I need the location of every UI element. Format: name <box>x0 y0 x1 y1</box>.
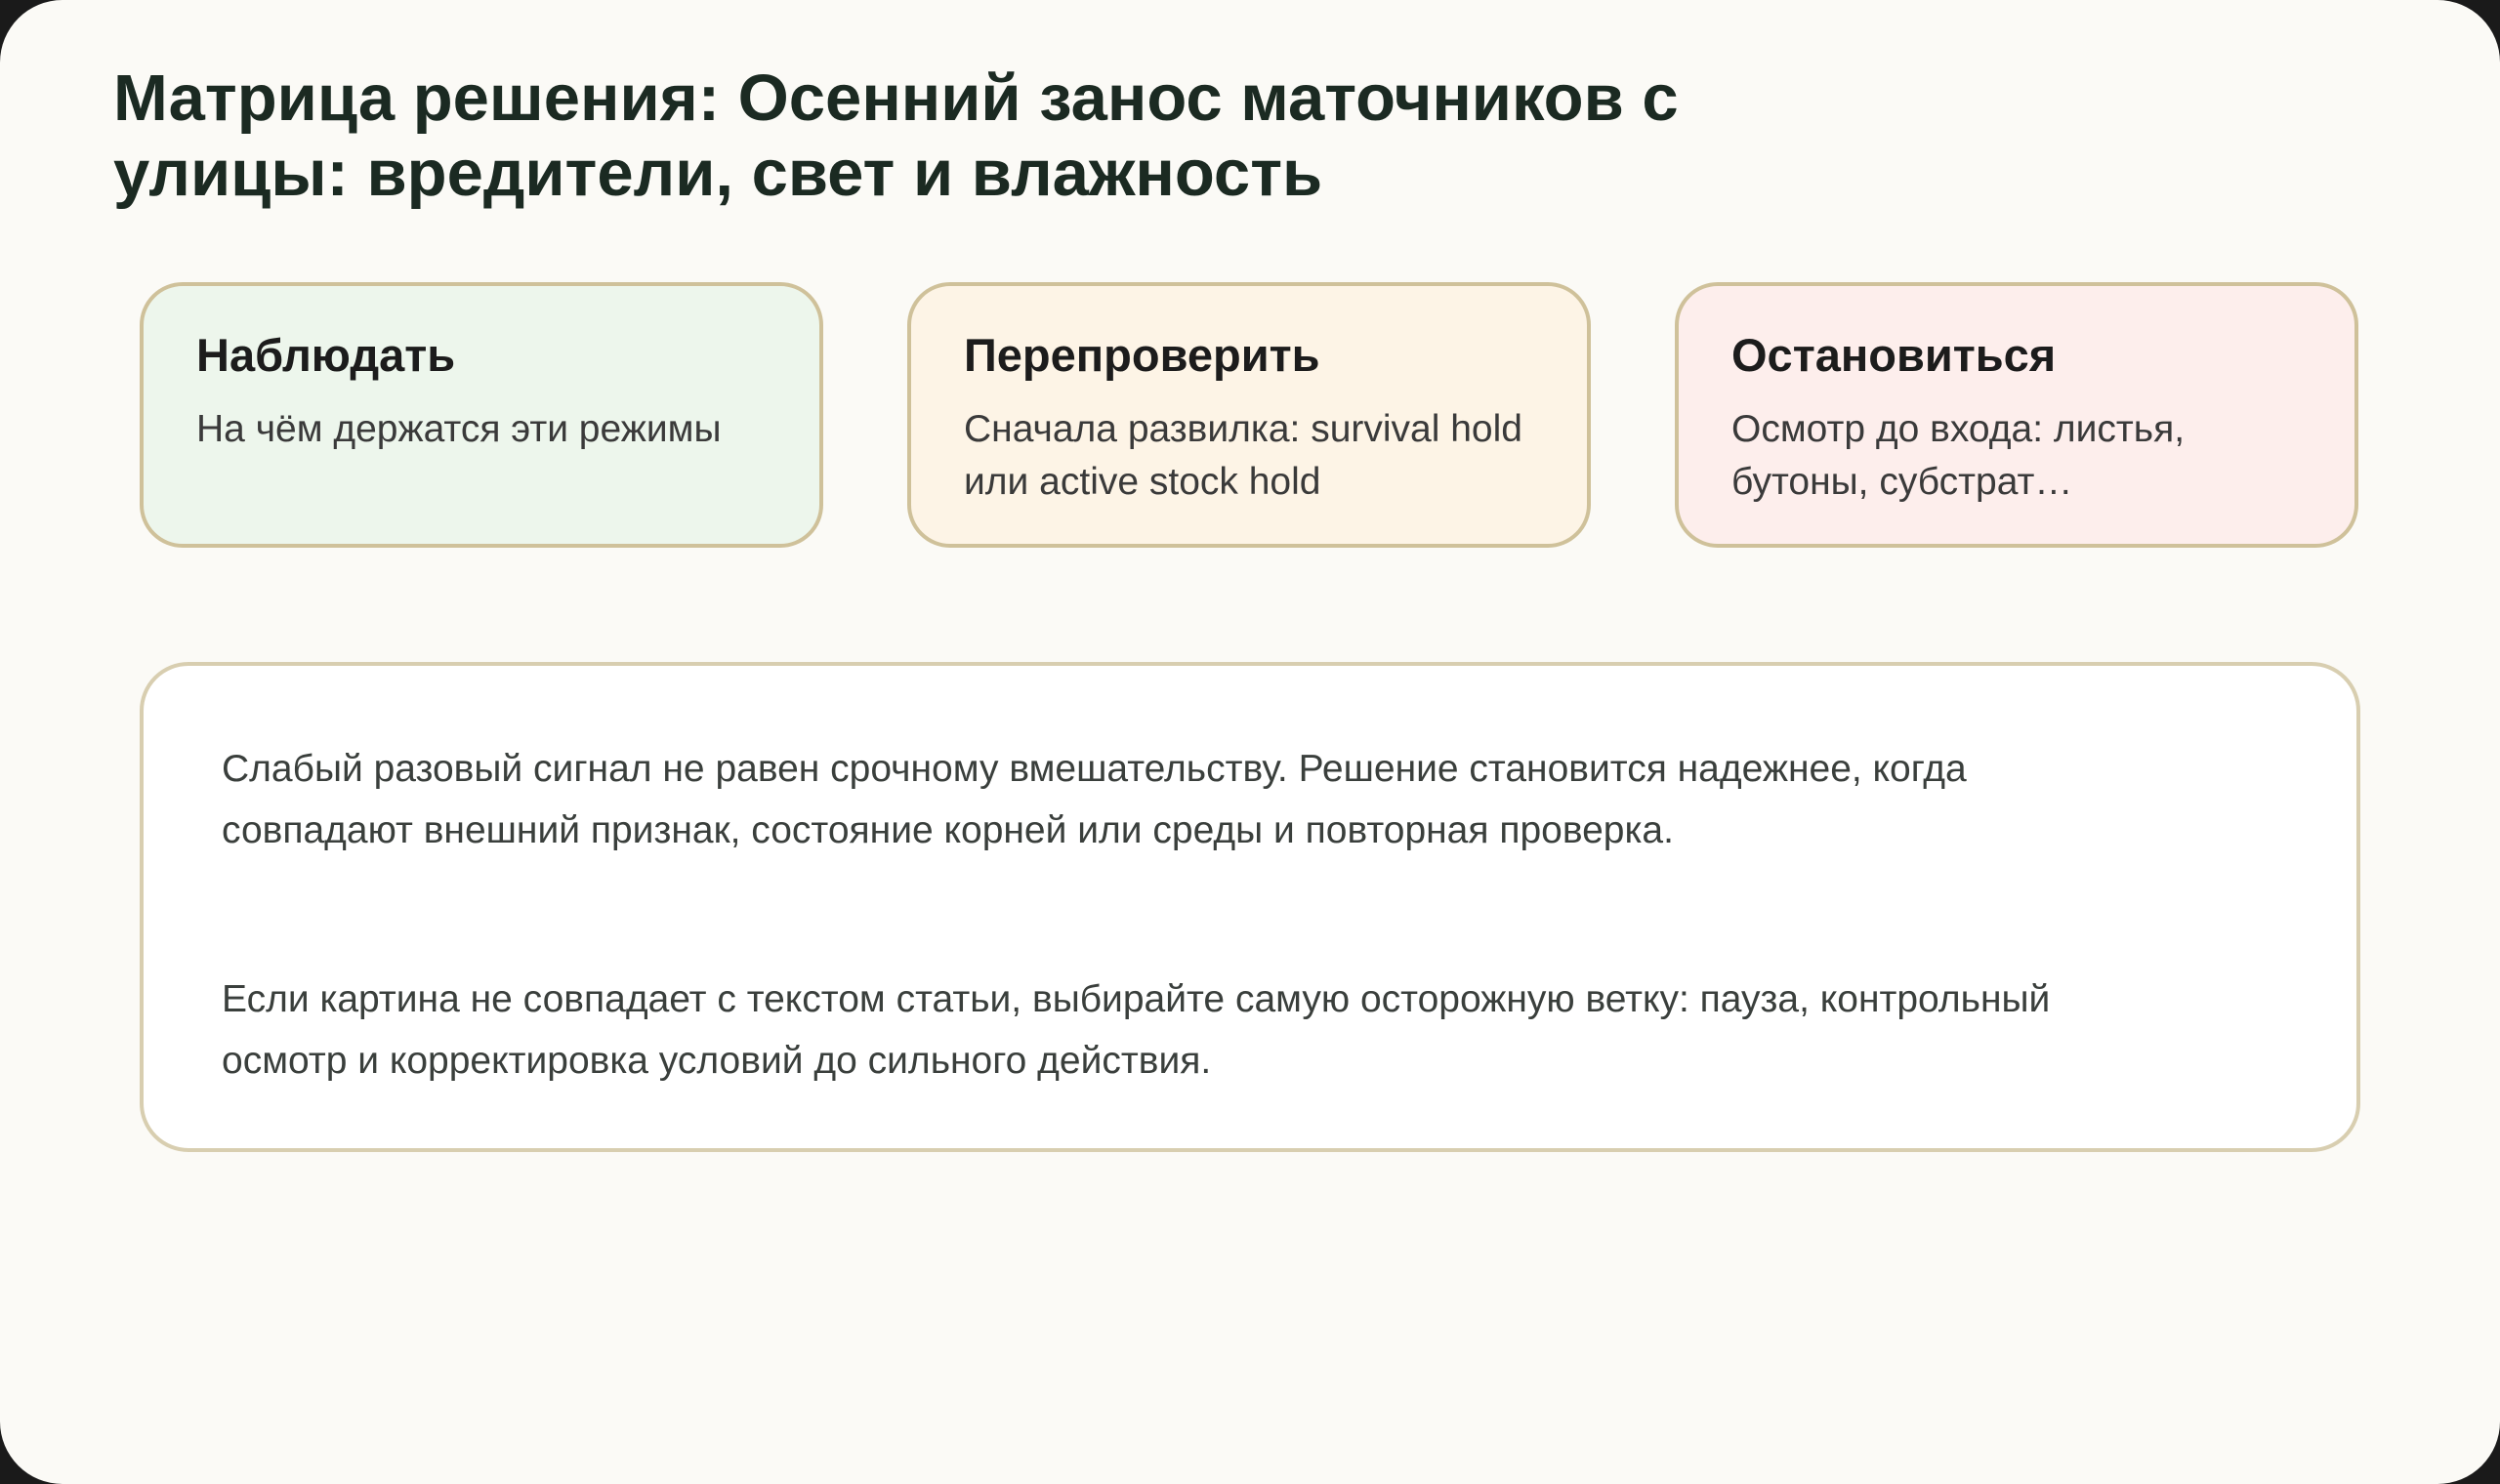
card-observe-text: На чём держатся эти режимы <box>196 408 722 450</box>
card-recheck <box>907 282 1591 548</box>
card-recheck-text: Сначала развилка: survival hold или active stock hold <box>964 408 1522 503</box>
card-stop-title: Остановиться <box>1731 329 2057 381</box>
card-stop-text: Осмотр до входа: листья, бутоны, субстрат… <box>1731 408 2186 503</box>
note-paragraph-signal: Слабый разовый сигнал не равен срочному вмешательству. Решение становится надежнее, когда совпадают внешний признак, состояние корней или среды и повторная проверка. <box>222 748 1967 851</box>
card-observe <box>140 282 823 548</box>
note-paragraph-caution: Если картина не совпадает с текстом статьи, выбирайте самую осторожную ветку: пауза, контрольный осмотр и корректировка условий до сильного действия. <box>222 978 2051 1082</box>
page-title: Матрица решения: Осенний занос маточников с улицы: вредители, свет и влажность <box>113 62 1679 210</box>
card-stop <box>1675 282 2358 548</box>
card-observe-title: Наблюдать <box>196 329 456 381</box>
card-recheck-title: Перепроверить <box>964 329 1320 381</box>
note-panel <box>140 662 2360 1152</box>
